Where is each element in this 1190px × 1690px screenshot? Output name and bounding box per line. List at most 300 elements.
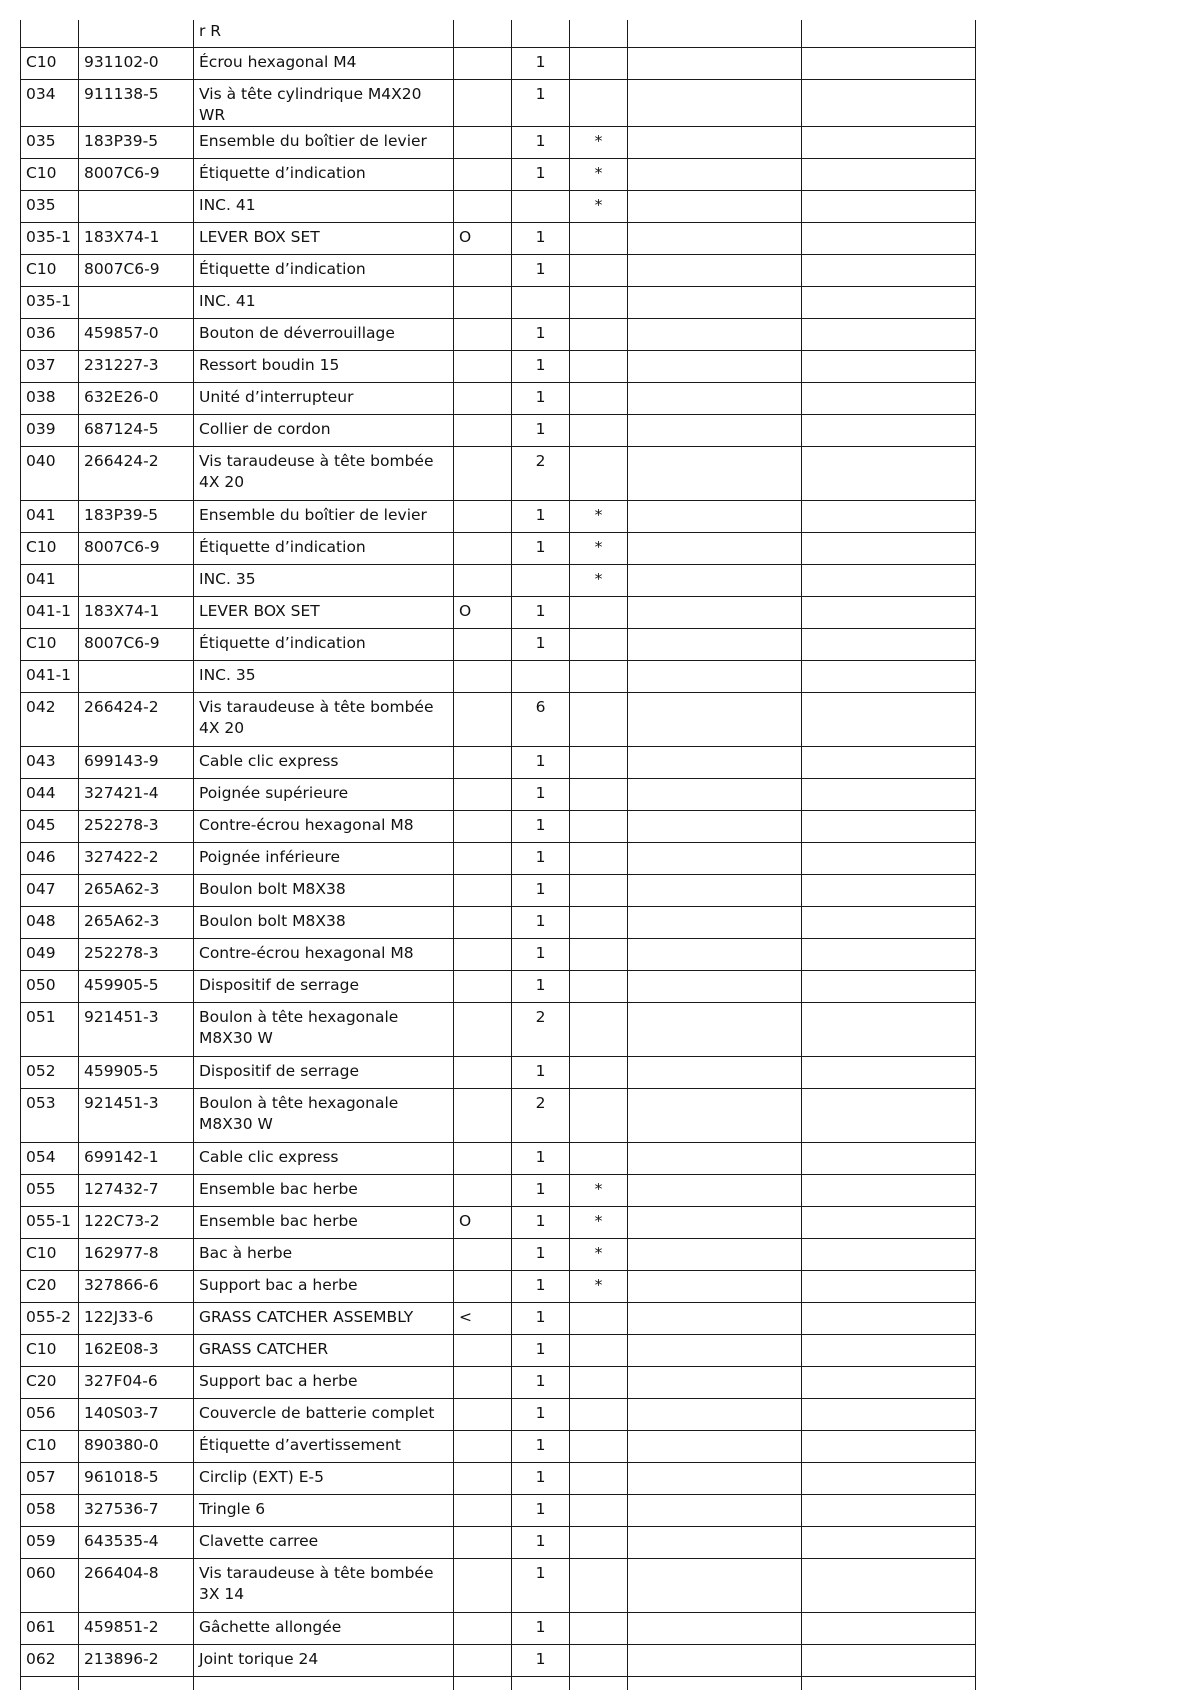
description-cell: Boulon à tête hexagonale M8X30 W (194, 1088, 454, 1142)
description-cell: Vis taraudeuse à tête bombée 4X 20 (194, 692, 454, 746)
star-cell (570, 1430, 628, 1462)
star-cell: * (570, 190, 628, 222)
quantity-cell: 1 (512, 532, 570, 564)
star-cell (570, 350, 628, 382)
table-row (21, 286, 976, 318)
blank-cell (628, 47, 802, 79)
mark-cell (454, 446, 512, 500)
quantity-cell: 1 (512, 158, 570, 190)
item-cell: 035 (21, 190, 79, 222)
description-cell: Ressort boudin 15 (194, 350, 454, 382)
description-cell: Poignée inférieure (194, 842, 454, 874)
blank-cell (802, 874, 976, 906)
blank-cell (802, 500, 976, 532)
item-cell: 046 (21, 842, 79, 874)
mark-cell (454, 1462, 512, 1494)
blank-cell (802, 446, 976, 500)
quantity-cell: 1 (512, 1526, 570, 1558)
blank-cell (802, 47, 976, 79)
star-cell (570, 660, 628, 692)
blank-cell (802, 318, 976, 350)
parts-list-body (21, 20, 976, 1690)
blank-cell (802, 222, 976, 254)
blank-cell (628, 222, 802, 254)
blank-cell (628, 1238, 802, 1270)
table-row (21, 1238, 976, 1270)
blank-cell (802, 1676, 976, 1690)
quantity-cell: 2 (512, 446, 570, 500)
quantity-cell: 1 (512, 1494, 570, 1526)
quantity-cell: 1 (512, 1612, 570, 1644)
description-cell: Contre-écrou hexagonal M8 (194, 810, 454, 842)
description-cell: Boulon à tête hexagonale M8X30 W (194, 1002, 454, 1056)
part-number-cell: 213896-2 (79, 1644, 194, 1676)
table-row (21, 874, 976, 906)
blank-cell (802, 692, 976, 746)
description-cell: Clavette carree (194, 1526, 454, 1558)
blank-cell (628, 1612, 802, 1644)
mark-cell (454, 810, 512, 842)
blank-cell (802, 20, 976, 47)
description-cell: Collier de cordon (194, 414, 454, 446)
blank-cell (802, 126, 976, 158)
part-number-cell: 643535-4 (79, 1526, 194, 1558)
description-cell: Ensemble bac herbe (194, 1206, 454, 1238)
part-number-cell: 327422-2 (79, 842, 194, 874)
star-cell (570, 906, 628, 938)
mark-cell (454, 1494, 512, 1526)
description-cell: GRASS CATCHER ASSEMBLY (194, 1302, 454, 1334)
mark-cell (454, 906, 512, 938)
quantity-cell (512, 20, 570, 47)
star-cell (570, 382, 628, 414)
blank-cell (628, 1676, 802, 1690)
item-cell: 041-1 (21, 596, 79, 628)
table-row (21, 500, 976, 532)
part-number-cell: 911138-5 (79, 79, 194, 126)
blank-cell (628, 79, 802, 126)
description-cell: Ensemble bac herbe (194, 1174, 454, 1206)
part-number-cell: 8007C6-9 (79, 254, 194, 286)
part-number-cell: 122C73-2 (79, 1206, 194, 1238)
item-cell: 041 (21, 500, 79, 532)
description-cell: Unité d’interrupteur (194, 382, 454, 414)
quantity-cell: 1 (512, 1056, 570, 1088)
blank-cell (802, 810, 976, 842)
blank-cell (628, 746, 802, 778)
item-cell: 036 (21, 318, 79, 350)
star-cell (570, 810, 628, 842)
blank-cell (628, 532, 802, 564)
table-row (21, 1088, 976, 1142)
item-cell: 061 (21, 1612, 79, 1644)
star-cell (570, 414, 628, 446)
mark-cell: < (454, 1302, 512, 1334)
blank-cell (628, 254, 802, 286)
table-row (21, 564, 976, 596)
mark-cell (454, 692, 512, 746)
blank-cell (802, 1056, 976, 1088)
star-cell (570, 1558, 628, 1612)
mark-cell (454, 382, 512, 414)
part-number-cell: 266404-8 (79, 1558, 194, 1612)
quantity-cell: 1 (512, 1558, 570, 1612)
description-cell: INC. 41 (194, 190, 454, 222)
part-number-cell: 127432-7 (79, 1174, 194, 1206)
item-cell: C20 (21, 1270, 79, 1302)
blank-cell (628, 1334, 802, 1366)
blank-cell (628, 1398, 802, 1430)
blank-cell (628, 842, 802, 874)
blank-cell (628, 1002, 802, 1056)
mark-cell (454, 532, 512, 564)
blank-cell (628, 126, 802, 158)
description-cell: Support bac a herbe (194, 1270, 454, 1302)
mark-cell (454, 1056, 512, 1088)
description-cell: Bac à herbe (194, 1238, 454, 1270)
mark-cell: O (454, 596, 512, 628)
star-cell (570, 692, 628, 746)
part-number-cell: 183X74-1 (79, 596, 194, 628)
mark-cell (454, 1174, 512, 1206)
table-row (21, 1206, 976, 1238)
part-number-cell: 327421-4 (79, 778, 194, 810)
quantity-cell: 1 (512, 47, 570, 79)
blank-cell (628, 1206, 802, 1238)
mark-cell (454, 1002, 512, 1056)
part-number-cell: 687124-5 (79, 414, 194, 446)
blank-cell (454, 1676, 512, 1690)
part-number-cell (79, 20, 194, 47)
table-row (21, 446, 976, 500)
blank-cell (628, 382, 802, 414)
mark-cell (454, 158, 512, 190)
mark-cell (454, 1430, 512, 1462)
star-cell (570, 1612, 628, 1644)
quantity-cell (512, 286, 570, 318)
star-cell: * (570, 532, 628, 564)
blank-cell (802, 254, 976, 286)
item-cell: 035 (21, 126, 79, 158)
star-cell: * (570, 1270, 628, 1302)
mark-cell (454, 1142, 512, 1174)
description-cell: Étiquette d’indication (194, 628, 454, 660)
item-cell: 048 (21, 906, 79, 938)
table-row (21, 532, 976, 564)
quantity-cell: 1 (512, 970, 570, 1002)
mark-cell (454, 1612, 512, 1644)
star-cell (570, 286, 628, 318)
mark-cell (454, 286, 512, 318)
quantity-cell: 1 (512, 938, 570, 970)
table-row (21, 190, 976, 222)
mark-cell (454, 1238, 512, 1270)
quantity-cell: 1 (512, 1142, 570, 1174)
description-cell: Cable clic express (194, 746, 454, 778)
star-cell (570, 1142, 628, 1174)
blank-cell (79, 1676, 194, 1690)
blank-cell (802, 190, 976, 222)
star-cell (570, 254, 628, 286)
description-cell: Vis à tête cylindrique M4X20 WR (194, 79, 454, 126)
part-number-cell: 265A62-3 (79, 874, 194, 906)
blank-cell (628, 628, 802, 660)
blank-cell (802, 778, 976, 810)
blank-cell (802, 1558, 976, 1612)
part-number-cell: 183P39-5 (79, 126, 194, 158)
quantity-cell: 1 (512, 350, 570, 382)
star-cell (570, 938, 628, 970)
table-row (21, 1366, 976, 1398)
table-row (21, 254, 976, 286)
blank-cell (628, 1462, 802, 1494)
quantity-cell: 2 (512, 1088, 570, 1142)
blank-cell (802, 746, 976, 778)
item-cell: 060 (21, 1558, 79, 1612)
blank-cell (628, 1302, 802, 1334)
item-cell: 054 (21, 1142, 79, 1174)
parts-list-table (20, 20, 976, 1690)
part-number-cell: 162E08-3 (79, 1334, 194, 1366)
item-cell: 041-1 (21, 660, 79, 692)
description-cell: LEVER BOX SET (194, 596, 454, 628)
quantity-cell: 1 (512, 79, 570, 126)
blank-cell (628, 1056, 802, 1088)
quantity-cell (512, 564, 570, 596)
item-cell: C10 (21, 158, 79, 190)
blank-cell (628, 158, 802, 190)
description-cell: Ensemble du boîtier de levier (194, 500, 454, 532)
blank-cell (802, 350, 976, 382)
blank-cell (628, 500, 802, 532)
blank-cell (802, 1398, 976, 1430)
table-row (21, 660, 976, 692)
star-cell (570, 1002, 628, 1056)
table-row (21, 1526, 976, 1558)
quantity-cell (512, 660, 570, 692)
blank-cell (628, 1088, 802, 1142)
table-row-continued (21, 20, 976, 47)
blank-cell (802, 1238, 976, 1270)
part-number-cell (79, 564, 194, 596)
blank-cell (802, 1462, 976, 1494)
description-cell: Étiquette d’indication (194, 532, 454, 564)
part-number-cell: 265A62-3 (79, 906, 194, 938)
blank-cell (802, 1088, 976, 1142)
blank-cell (628, 874, 802, 906)
mark-cell (454, 746, 512, 778)
table-row (21, 692, 976, 746)
star-cell (570, 446, 628, 500)
blank-cell (194, 1676, 454, 1690)
quantity-cell: 1 (512, 414, 570, 446)
table-row (21, 1430, 976, 1462)
star-cell (570, 970, 628, 1002)
mark-cell (454, 500, 512, 532)
blank-cell (802, 564, 976, 596)
mark-cell (454, 1334, 512, 1366)
mark-cell: O (454, 1206, 512, 1238)
quantity-cell: 1 (512, 906, 570, 938)
item-cell (21, 20, 79, 47)
table-row (21, 938, 976, 970)
item-cell: 039 (21, 414, 79, 446)
blank-cell (802, 414, 976, 446)
mark-cell (454, 350, 512, 382)
quantity-cell: 1 (512, 1174, 570, 1206)
part-number-cell: 921451-3 (79, 1002, 194, 1056)
quantity-cell: 6 (512, 692, 570, 746)
star-cell (570, 1366, 628, 1398)
star-cell (570, 20, 628, 47)
item-cell: 040 (21, 446, 79, 500)
mark-cell (454, 318, 512, 350)
star-cell (570, 628, 628, 660)
table-row (21, 382, 976, 414)
mark-cell (454, 20, 512, 47)
blank-cell (628, 1366, 802, 1398)
table-row (21, 628, 976, 660)
item-cell: 055 (21, 1174, 79, 1206)
star-cell (570, 1056, 628, 1088)
part-number-cell: 890380-0 (79, 1430, 194, 1462)
description-cell: Tringle 6 (194, 1494, 454, 1526)
part-number-cell: 459851-2 (79, 1612, 194, 1644)
item-cell: 035-1 (21, 222, 79, 254)
quantity-cell: 1 (512, 1398, 570, 1430)
part-number-cell: 266424-2 (79, 446, 194, 500)
description-cell: INC. 35 (194, 660, 454, 692)
quantity-cell: 1 (512, 1206, 570, 1238)
item-cell: C10 (21, 1238, 79, 1270)
table-row-continued (21, 1676, 976, 1690)
star-cell: * (570, 1174, 628, 1206)
item-cell: 041 (21, 564, 79, 596)
part-number-cell: 8007C6-9 (79, 532, 194, 564)
item-cell: C10 (21, 532, 79, 564)
blank-cell (802, 1644, 976, 1676)
table-row (21, 47, 976, 79)
table-row (21, 79, 976, 126)
mark-cell (454, 628, 512, 660)
blank-cell (628, 564, 802, 596)
blank-cell (802, 532, 976, 564)
table-row (21, 1002, 976, 1056)
table-row (21, 1174, 976, 1206)
blank-cell (628, 692, 802, 746)
description-cell: LEVER BOX SET (194, 222, 454, 254)
mark-cell (454, 190, 512, 222)
item-cell: 053 (21, 1088, 79, 1142)
blank-cell (628, 1644, 802, 1676)
quantity-cell: 1 (512, 1644, 570, 1676)
item-cell: 052 (21, 1056, 79, 1088)
mark-cell: O (454, 222, 512, 254)
blank-cell (628, 414, 802, 446)
blank-cell (628, 318, 802, 350)
description-cell: Circlip (EXT) E-5 (194, 1462, 454, 1494)
blank-cell (802, 1142, 976, 1174)
item-cell: C10 (21, 1430, 79, 1462)
description-cell: GRASS CATCHER (194, 1334, 454, 1366)
blank-cell (628, 596, 802, 628)
blank-cell (802, 1270, 976, 1302)
description-cell: Contre-écrou hexagonal M8 (194, 938, 454, 970)
item-cell: 045 (21, 810, 79, 842)
table-row (21, 842, 976, 874)
star-cell (570, 1644, 628, 1676)
blank-cell (802, 1526, 976, 1558)
part-number-cell (79, 286, 194, 318)
blank-cell (628, 778, 802, 810)
blank-cell (628, 350, 802, 382)
description-cell: Joint torique 24 (194, 1644, 454, 1676)
mark-cell (454, 1558, 512, 1612)
blank-cell (570, 1676, 628, 1690)
mark-cell (454, 1526, 512, 1558)
part-number-cell: 122J33-6 (79, 1302, 194, 1334)
quantity-cell: 1 (512, 500, 570, 532)
blank-cell (628, 20, 802, 47)
item-cell: 034 (21, 79, 79, 126)
part-number-cell: 183X74-1 (79, 222, 194, 254)
star-cell (570, 778, 628, 810)
table-row (21, 1302, 976, 1334)
description-cell: Vis taraudeuse à tête bombée 4X 20 (194, 446, 454, 500)
part-number-cell: 252278-3 (79, 938, 194, 970)
blank-cell (628, 286, 802, 318)
star-cell (570, 746, 628, 778)
blank-cell (628, 1526, 802, 1558)
blank-cell (628, 970, 802, 1002)
part-number-cell: 327F04-6 (79, 1366, 194, 1398)
table-row (21, 1558, 976, 1612)
mark-cell (454, 938, 512, 970)
mark-cell (454, 1644, 512, 1676)
blank-cell (802, 1430, 976, 1462)
star-cell: * (570, 1238, 628, 1270)
part-number-cell: 931102-0 (79, 47, 194, 79)
quantity-cell: 1 (512, 1238, 570, 1270)
star-cell: * (570, 126, 628, 158)
part-number-cell (79, 190, 194, 222)
star-cell (570, 842, 628, 874)
quantity-cell: 1 (512, 874, 570, 906)
table-row (21, 1494, 976, 1526)
item-cell: 043 (21, 746, 79, 778)
item-cell: C10 (21, 254, 79, 286)
description-cell: Support bac a herbe (194, 1366, 454, 1398)
blank-cell (802, 906, 976, 938)
mark-cell (454, 1270, 512, 1302)
blank-cell (802, 1002, 976, 1056)
item-cell: C10 (21, 47, 79, 79)
description-cell: r R (194, 20, 454, 47)
blank-cell (802, 1612, 976, 1644)
quantity-cell: 2 (512, 1002, 570, 1056)
item-cell: 058 (21, 1494, 79, 1526)
blank-cell (628, 1558, 802, 1612)
mark-cell (454, 778, 512, 810)
table-row (21, 810, 976, 842)
quantity-cell: 1 (512, 746, 570, 778)
blank-cell (628, 938, 802, 970)
blank-cell (628, 1430, 802, 1462)
blank-cell (802, 970, 976, 1002)
quantity-cell: 1 (512, 1302, 570, 1334)
table-row (21, 1462, 976, 1494)
mark-cell (454, 660, 512, 692)
